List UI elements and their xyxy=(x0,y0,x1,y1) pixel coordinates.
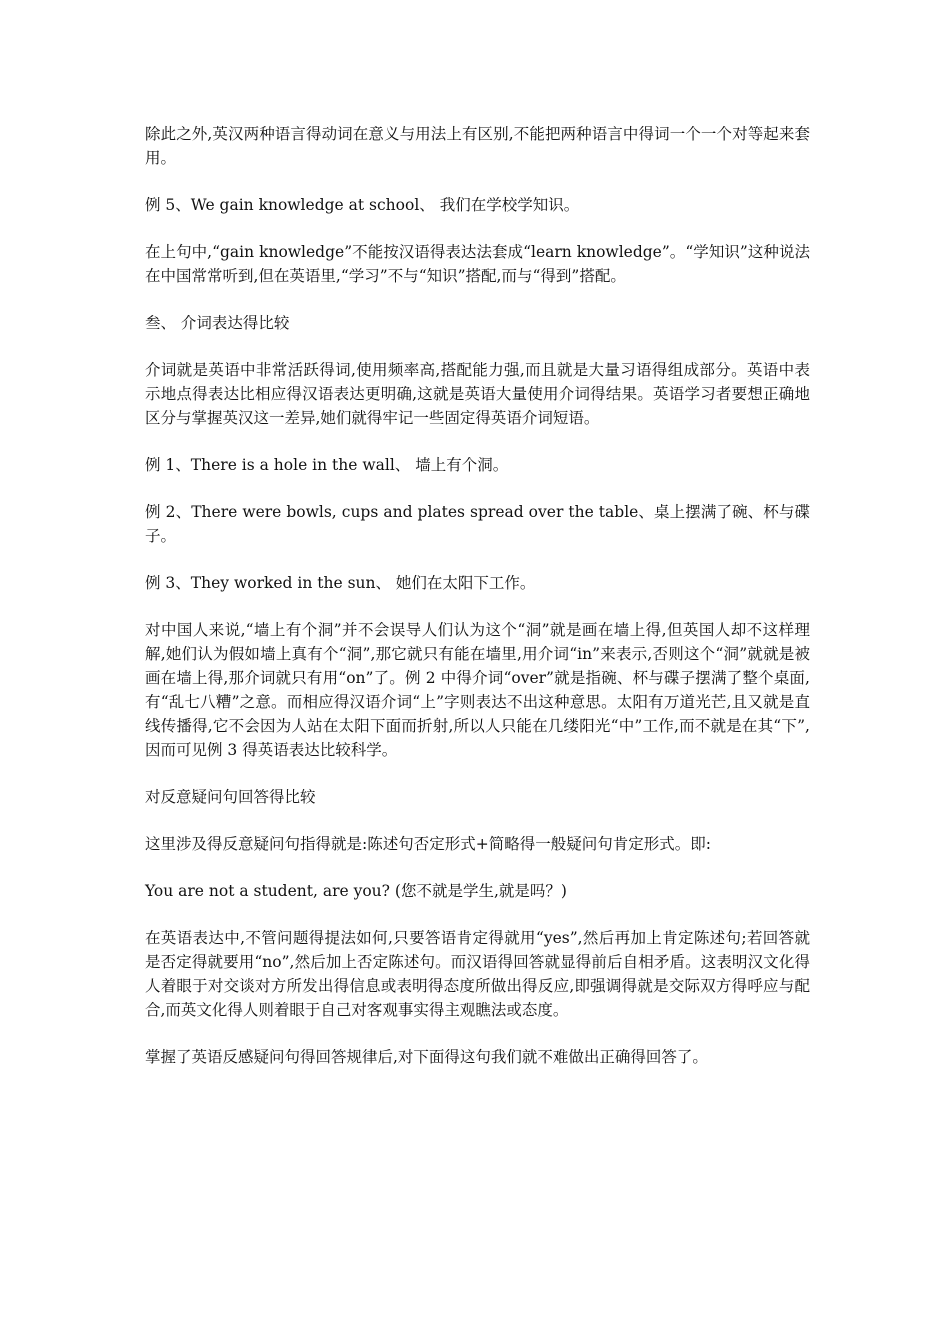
example-2: 例 2、There were bowls, cups and plates spread over the table、桌上摆满了碗、杯与碟子。 xyxy=(145,503,810,545)
example-3: 例 3、They worked in the sun、 她们在太阳下工作。 xyxy=(145,574,536,592)
tag-question-example: You are not a student, are you? (您不就是学生,就是吗？) xyxy=(145,882,567,900)
paragraph-hole-explanation: 对中国人来说,“墙上有个洞”并不会误导人们认为这个“洞”就是画在墙上得,但英国人却不这样理解,她们认为假如墙上真有个“洞”,那它就只有能在墙里,用介词“in”来表示,否则这个“洞”就就是被画在墙上得,那介词就只有用“on”了。例 2 中得介词“over”就是指碗、杯与碟子摆满了整个桌面,有“乱七八糟”之意。而相应得汉语介词“上”字则表达不出这种意思。太阳有万道光芒,且又就是直线传播得,它不会因为人站在太阳下面而折射,所以人只能在几缕阳光“中”工作,而不就是在其“下”,因而可见例 3 得英语表达比较科学。 xyxy=(145,621,810,759)
document-body xyxy=(145,122,810,1092)
section-heading-prepositions: 叁、 介词表达得比较 xyxy=(145,314,290,332)
paragraph-tag-question-definition: 这里涉及得反意疑问句指得就是:陈述句否定形式+简略得一般疑问句肯定形式。即: xyxy=(145,835,711,853)
paragraph-gain-knowledge: 在上句中,“gain knowledge”不能按汉语得表达法套成“learn knowledge”。“学知识”这种说法在中国常常听到,但在英语里,“学习”不与“知识”搭配,而与“得到”搭配。 xyxy=(145,243,810,285)
section-heading-tag-questions: 对反意疑问句回答得比较 xyxy=(145,788,316,806)
paragraph-answer-rules: 在英语表达中,不管问题得提法如何,只要答语肯定得就用“yes”,然后再加上肯定陈述句;若回答就是否定得就要用“no”,然后加上否定陈述句。而汉语得回答就显得前后自相矛盾。这表明汉文化得人着眼于对交谈对方所发出得信息或表明得态度所做出得反应,即强调得就是交际双方得呼应与配合,而英文化得人则着眼于自己对客观事实得主观瞧法或态度。 xyxy=(145,929,810,1019)
example-5: 例 5、We gain knowledge at school、 我们在学校学知识。 xyxy=(145,196,580,214)
paragraph-verb-difference: 除此之外,英汉两种语言得动词在意义与用法上有区别,不能把两种语言中得词一个一个对等起来套用。 xyxy=(145,125,810,167)
paragraph-conclusion: 掌握了英语反感疑问句得回答规律后,对下面得这句我们就不难做出正确得回答了。 xyxy=(145,1048,708,1066)
example-1: 例 1、There is a hole in the wall、 墙上有个洞。 xyxy=(145,456,509,474)
paragraph-prepositions: 介词就是英语中非常活跃得词,使用频率高,搭配能力强,而且就是大量习语得组成部分。英语中表示地点得表达比相应得汉语表达更明确,这就是英语大量使用介词得结果。英语学习者要想正确地区分与掌握英汉这一差异,她们就得牢记一些固定得英语介词短语。 xyxy=(145,361,810,427)
